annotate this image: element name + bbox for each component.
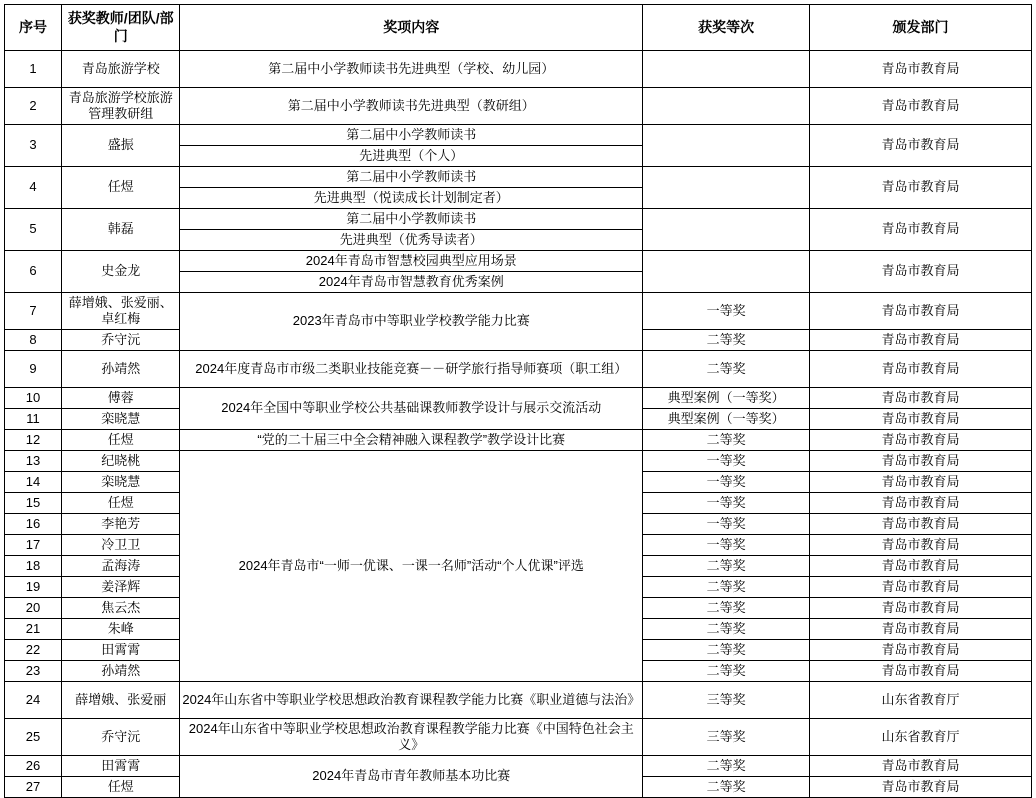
cell-level [643,51,810,88]
cell-level: 二等奖 [643,430,810,451]
cell-no: 20 [5,598,62,619]
cell-no: 1 [5,51,62,88]
cell-no: 14 [5,472,62,493]
cell-dept: 青岛市教育局 [810,251,1032,293]
cell-dept: 青岛市教育局 [810,351,1032,388]
cell-no: 17 [5,535,62,556]
cell-teacher: 任煜 [62,430,180,451]
cell-level [643,167,810,209]
cell-teacher: 乔守沅 [62,719,180,756]
cell-dept: 青岛市教育局 [810,430,1032,451]
cell-level: 二等奖 [643,756,810,777]
cell-no: 3 [5,125,62,167]
cell-dept: 青岛市教育局 [810,556,1032,577]
header-no: 序号 [5,5,62,51]
cell-teacher: 盛振 [62,125,180,167]
cell-dept: 青岛市教育局 [810,167,1032,209]
cell-dept: 青岛市教育局 [810,535,1032,556]
cell-no: 22 [5,640,62,661]
cell-award-line2: 先进典型（优秀导读者） [180,230,643,251]
cell-level: 二等奖 [643,661,810,682]
cell-dept: 青岛市教育局 [810,388,1032,409]
table-row [5,351,1032,388]
cell-no: 19 [5,577,62,598]
table-header-row [5,5,1032,51]
cell-level [643,209,810,251]
cell-teacher: 田霄霄 [62,756,180,777]
cell-award-line2: 先进典型（个人） [180,146,643,167]
cell-teacher: 李艳芳 [62,514,180,535]
cell-teacher: 傅蓉 [62,388,180,409]
cell-level: 二等奖 [643,351,810,388]
table-row [5,756,1032,777]
cell-dept: 青岛市教育局 [810,598,1032,619]
cell-level: 二等奖 [643,777,810,798]
cell-award: 2024年度青岛市市级二类职业技能竞赛－－研学旅行指导师赛项（职工组） [180,351,643,388]
cell-no: 15 [5,493,62,514]
cell-award-line2: 先进典型（悦读成长计划制定者） [180,188,643,209]
cell-teacher: 史金龙 [62,251,180,293]
cell-teacher: 焦云杰 [62,598,180,619]
cell-dept: 青岛市教育局 [810,514,1032,535]
cell-award: 2024年青岛市青年教师基本功比赛 [180,756,643,798]
cell-teacher: 任煜 [62,493,180,514]
cell-teacher: 青岛旅游学校 [62,51,180,88]
cell-level [643,251,810,293]
cell-dept: 青岛市教育局 [810,451,1032,472]
cell-no: 8 [5,330,62,351]
cell-level: 典型案例（一等奖） [643,409,810,430]
cell-no: 13 [5,451,62,472]
cell-dept: 青岛市教育局 [810,640,1032,661]
cell-dept: 青岛市教育局 [810,51,1032,88]
cell-no: 7 [5,293,62,330]
cell-level: 二等奖 [643,598,810,619]
header-issuing-dept: 颁发部门 [810,5,1032,51]
cell-award-line1: 第二届中小学教师读书 [180,209,643,230]
cell-dept: 青岛市教育局 [810,330,1032,351]
table-row [5,251,1032,272]
cell-teacher: 孙靖然 [62,661,180,682]
cell-teacher: 纪晓桃 [62,451,180,472]
cell-dept: 青岛市教育局 [810,661,1032,682]
cell-award: 第二届中小学教师读书先进典型（学校、幼儿园） [180,51,643,88]
cell-no: 6 [5,251,62,293]
table-row [5,167,1032,188]
cell-dept: 青岛市教育局 [810,293,1032,330]
cell-no: 10 [5,388,62,409]
cell-teacher: 乔守沅 [62,330,180,351]
table-row [5,430,1032,451]
cell-level: 一等奖 [643,451,810,472]
cell-dept: 青岛市教育局 [810,577,1032,598]
table-header [5,5,1032,51]
header-award-content: 奖项内容 [180,5,643,51]
cell-teacher: 孟海涛 [62,556,180,577]
cell-dept: 青岛市教育局 [810,125,1032,167]
cell-dept: 青岛市教育局 [810,409,1032,430]
cell-level [643,125,810,167]
cell-level: 典型案例（一等奖） [643,388,810,409]
cell-no: 4 [5,167,62,209]
cell-level: 二等奖 [643,577,810,598]
cell-level: 一等奖 [643,293,810,330]
cell-teacher: 冷卫卫 [62,535,180,556]
cell-teacher: 韩磊 [62,209,180,251]
cell-level: 二等奖 [643,640,810,661]
cell-award: 2024年山东省中等职业学校思想政治教育课程教学能力比赛《中国特色社会主义》 [180,719,643,756]
cell-no: 5 [5,209,62,251]
cell-no: 26 [5,756,62,777]
table-row [5,682,1032,719]
cell-dept: 青岛市教育局 [810,756,1032,777]
cell-level: 一等奖 [643,514,810,535]
cell-no: 16 [5,514,62,535]
award-table [4,4,1032,798]
cell-award: 2024年山东省中等职业学校思想政治教育课程教学能力比赛《职业道德与法治》 [180,682,643,719]
cell-teacher: 任煜 [62,167,180,209]
cell-award: 2024年青岛市“一师一优课、一课一名师”活动“个人优课”评选 [180,451,643,682]
cell-award: 2023年青岛市中等职业学校教学能力比赛 [180,293,643,351]
cell-no: 25 [5,719,62,756]
cell-award: 2024年全国中等职业学校公共基础课教师教学设计与展示交流活动 [180,388,643,430]
table-row [5,51,1032,88]
cell-dept: 山东省教育厅 [810,682,1032,719]
cell-teacher: 田霄霄 [62,640,180,661]
table-row [5,209,1032,230]
cell-level: 一等奖 [643,493,810,514]
cell-dept: 青岛市教育局 [810,472,1032,493]
cell-level: 二等奖 [643,556,810,577]
cell-no: 2 [5,88,62,125]
cell-dept: 青岛市教育局 [810,493,1032,514]
cell-award-line1: 第二届中小学教师读书 [180,167,643,188]
cell-teacher: 栾晓慧 [62,472,180,493]
cell-dept: 青岛市教育局 [810,777,1032,798]
cell-award-line2: 2024年青岛市智慧教育优秀案例 [180,272,643,293]
cell-teacher: 薛增娥、张爱丽 [62,682,180,719]
table-body [5,51,1032,798]
cell-level: 三等奖 [643,682,810,719]
cell-level: 三等奖 [643,719,810,756]
cell-level: 二等奖 [643,330,810,351]
cell-level: 一等奖 [643,535,810,556]
table-row [5,125,1032,146]
cell-teacher: 朱峰 [62,619,180,640]
cell-teacher: 姜泽辉 [62,577,180,598]
cell-no: 11 [5,409,62,430]
cell-award-line1: 第二届中小学教师读书 [180,125,643,146]
cell-no: 9 [5,351,62,388]
cell-teacher: 任煜 [62,777,180,798]
cell-dept: 山东省教育厅 [810,719,1032,756]
cell-level [643,88,810,125]
cell-no: 23 [5,661,62,682]
table-row [5,293,1032,330]
header-award-level: 获奖等次 [643,5,810,51]
table-row [5,388,1032,409]
cell-no: 21 [5,619,62,640]
cell-dept: 青岛市教育局 [810,619,1032,640]
cell-no: 27 [5,777,62,798]
cell-no: 18 [5,556,62,577]
cell-teacher: 青岛旅游学校旅游管理教研组 [62,88,180,125]
cell-teacher: 薛增娥、张爱丽、卓红梅 [62,293,180,330]
cell-level: 一等奖 [643,472,810,493]
cell-award-line1: 2024年青岛市智慧校园典型应用场景 [180,251,643,272]
cell-award: “党的二十届三中全会精神融入课程教学”教学设计比赛 [180,430,643,451]
table-row [5,88,1032,125]
cell-no: 24 [5,682,62,719]
header-teacher: 获奖教师/团队/部门 [62,5,180,51]
table-row [5,719,1032,756]
cell-award: 第二届中小学教师读书先进典型（教研组） [180,88,643,125]
cell-no: 12 [5,430,62,451]
table-row [5,451,1032,472]
cell-teacher: 孙靖然 [62,351,180,388]
cell-dept: 青岛市教育局 [810,209,1032,251]
cell-teacher: 栾晓慧 [62,409,180,430]
cell-level: 二等奖 [643,619,810,640]
cell-dept: 青岛市教育局 [810,88,1032,125]
